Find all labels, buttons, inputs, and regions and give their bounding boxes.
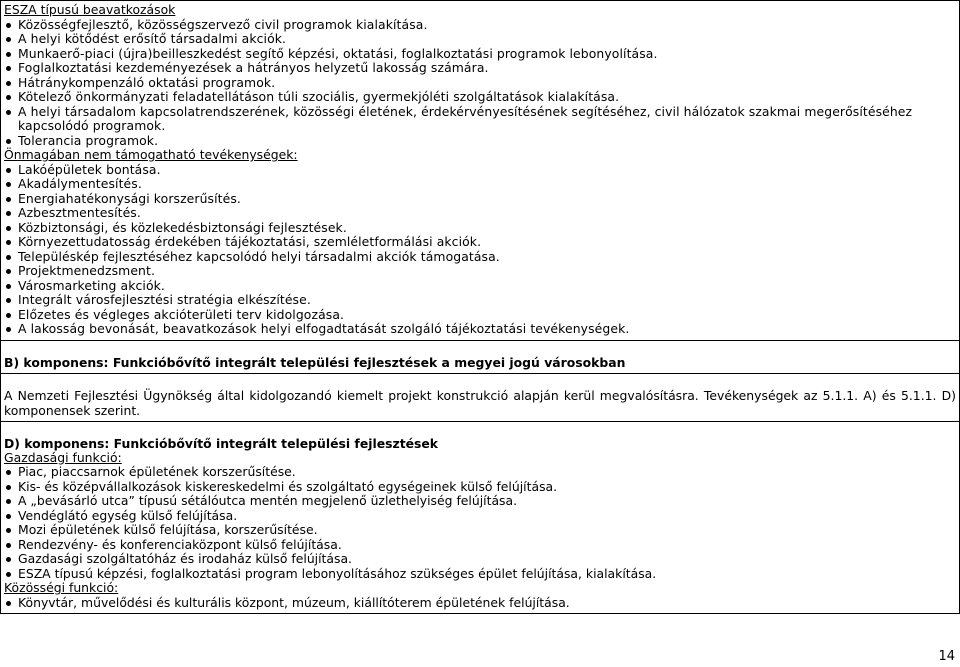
component-b-heading: B) komponens: Funkcióbővítő integrált települési fejlesztések a megyei jogú városokban: [4, 354, 626, 370]
list-item: Környezettudatosság érdekében tájékoztatási, szemléletformálási akciók.: [4, 235, 956, 250]
list-item: Gazdasági szolgáltatóház és irodaház külső felújítása.: [4, 552, 956, 567]
list-item: Hátránykompenzáló oktatási programok.: [4, 76, 956, 91]
list-item: A helyi kötődést erősítő társadalmi akciók.: [4, 32, 956, 47]
list-item: Településkép fejlesztéséhez kapcsolódó helyi társadalmi akciók támogatása.: [4, 250, 956, 265]
page-number: 14: [938, 649, 955, 664]
not-supported-title: Önmagában nem támogatható tevékenységek:: [4, 147, 298, 162]
esza-section: [1, 1, 959, 341]
note-row: [1, 374, 959, 422]
list-item: Tolerancia programok.: [4, 134, 956, 149]
component-d-row: [1, 422, 959, 614]
not-supported-list: [4, 163, 956, 337]
list-item: Piac, piaccsarnok épületének korszerűsítése.: [4, 465, 956, 480]
list-item: Előzetes és végleges akcióterületi terv kidolgozása.: [4, 308, 956, 323]
component-d-heading: D) komponens: Funkcióbővítő integrált települési fejlesztések: [4, 435, 439, 451]
list-item: Könyvtár, művelődési és kulturális központ, múzeum, kiállítóterem épületének felújítása.: [4, 596, 956, 611]
economic-function-title: Gazdasági funkció:: [4, 449, 122, 465]
list-item: Projektmenedzsment.: [4, 264, 956, 279]
list-item: Vendéglátó egység külső felújítása.: [4, 509, 956, 524]
list-item: Kötelező önkormányzati feladatellátáson túli szociális, gyermekjóléti szolgáltatások kialakítása.: [4, 90, 956, 105]
economic-function-list: [4, 465, 956, 581]
component-b-row: [1, 341, 959, 374]
list-item: ESZA típusú képzési, foglalkoztatási program lebonyolításához szükséges épület felújítása, kialakítása.: [4, 567, 956, 582]
list-item: Mozi épületének külső felújítása, korszerűsítése.: [4, 523, 956, 538]
list-item: Akadálymentesítés.: [4, 177, 956, 192]
list-item: Közbiztonsági, és közlekedésbiztonsági fejlesztések.: [4, 221, 956, 236]
list-item: Rendezvény- és konferenciaközpont külső felújítása.: [4, 538, 956, 553]
list-item: A „bevásárló utca” típusú sétálóutca mentén megjelenő üzlethelyiség felújítása.: [4, 494, 956, 509]
list-item: Közösségfejlesztő, közösségszervező civil programok kialakítása.: [4, 18, 956, 33]
esza-list: [4, 18, 956, 149]
list-item: Energiahatékonysági korszerűsítés.: [4, 192, 956, 207]
list-item: Azbesztmentesítés.: [4, 206, 956, 221]
list-item: Munkaerő-piaci (újra)beilleszkedést segítő képzési, oktatási, foglalkoztatási programok lebonyolítása.: [4, 47, 956, 62]
list-item: Városmarketing akciók.: [4, 279, 956, 294]
list-item: A lakosság bevonását, beavatkozások helyi elfogadtatását szolgáló tájékoztatási tevékenységek.: [4, 322, 956, 337]
note-paragraph: A Nemzeti Fejlesztési Ügynökség által kidolgozandó kiemelt projekt konstrukció alapján kerül megvalósításra. Tevékenységek az 5.1.1. A) és 5.1.1. D) komponensek szerint.: [4, 387, 956, 418]
list-item: Foglalkoztatási kezdeményezések a hátrányos helyzetű lakosság számára.: [4, 61, 956, 76]
list-item: A helyi társadalom kapcsolatrendszerének, közösségi életének, érdekérvényesítésének segítéséhez, civil hálózatok szakmai megerősítéséhez kapcsolódó programok.: [4, 105, 956, 134]
esza-title: ESZA típusú beavatkozások: [4, 2, 176, 17]
list-item: Integrált városfejlesztési stratégia elkészítése.: [4, 293, 956, 308]
community-function-title: Közösségi funkció:: [4, 580, 119, 595]
community-function-list: [4, 596, 956, 611]
list-item: Lakóépületek bontása.: [4, 163, 956, 178]
list-item: Kis- és középvállalkozások kiskereskedelmi és szolgáltató egységeinek külső felújítása.: [4, 480, 956, 495]
